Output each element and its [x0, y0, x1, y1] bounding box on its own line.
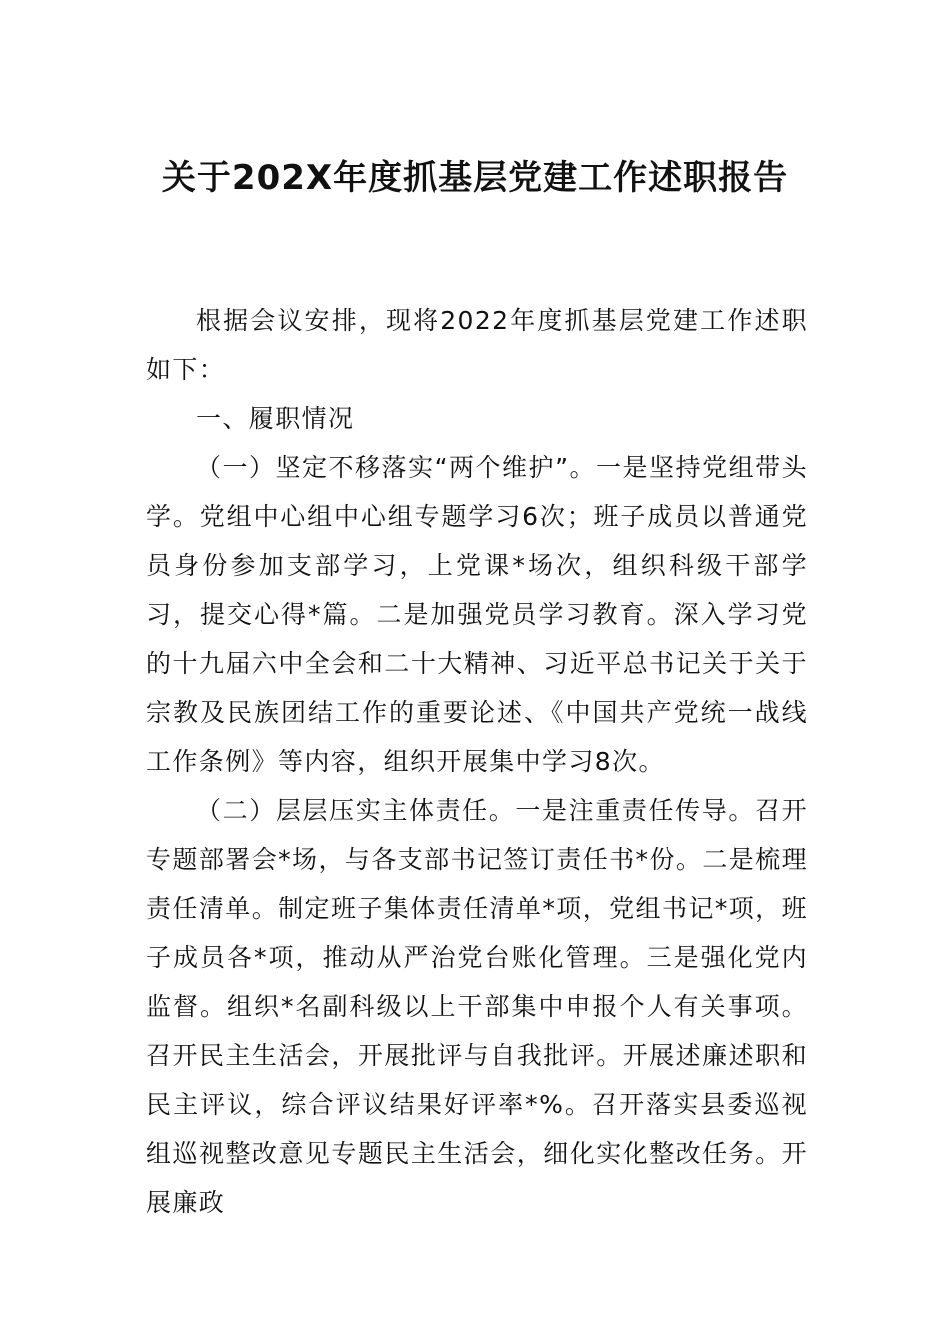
- paragraph-two-safeguards: （一）坚定不移落实“两个维护”。一是坚持党组带头学。党组中心组中心组专题学习6次；班子成员以普通党员身份参加支部学习，上党课*场次，组织科级干部学习，提交心得*篇。二是加强党员学习教育。深入学习党的十九届六中全会和二十大精神、习近平总书记关于关于宗教及民族团结工作的重要论述、《中国共产党统一战线工作条例》等内容，组织开展集中学习8次。: [146, 453, 808, 776]
- document-body: [146, 296, 808, 1227]
- paragraph-main-responsibility: （二）层层压实主体责任。一是注重责任传导。召开专题部署会*场，与各支部书记签订责任书*份。二是梳理责任清单。制定班子集体责任清单*项，党组书记*项，班子成员各*项，推动从严治党台账化管理。三是强化党内监督。组织*名副科级以上干部集中申报个人有关事项。召开民主生活会，开展批评与自我批评。开展述廉述职和民主评议，综合评议结果好评率*%。召开落实县委巡视组巡视整改意见专题民主生活会，细化实化整改任务。开展廉政: [146, 796, 808, 1217]
- document-title: 关于202X年度抓基层党建工作述职报告: [161, 158, 789, 198]
- intro-paragraph: 根据会议安排，现将2022年度抓基层党建工作述职如下：: [146, 306, 808, 384]
- section-heading-performance: 一、履职情况: [196, 404, 355, 433]
